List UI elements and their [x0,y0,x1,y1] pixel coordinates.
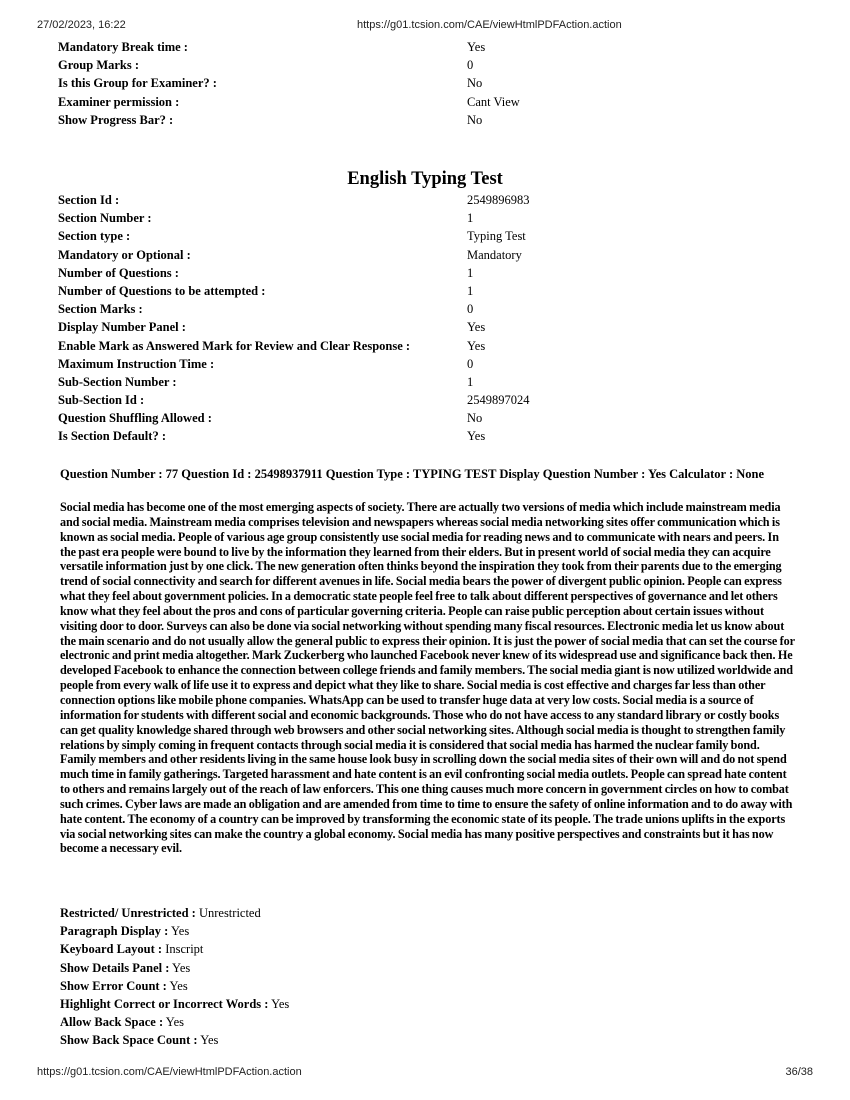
option-label: Show Error Count : [60,978,167,993]
option-value: Yes [165,1015,184,1030]
info-value: Yes [467,429,486,444]
group-info-table [58,38,618,129]
info-value: Mandatory [467,247,522,262]
info-row [58,373,618,391]
info-label: Maximum Instruction Time : [58,356,215,371]
option-value: Yes [169,978,188,993]
option-value: Unrestricted [198,906,261,920]
info-value: No [467,76,483,91]
info-label: Is this Group for Examiner? : [58,76,217,91]
info-label: Section Number : [58,211,152,226]
info-row [58,264,618,282]
info-row [58,111,618,129]
info-row [58,227,618,245]
info-value: 2549896983 [467,193,530,207]
question-options [60,904,560,1050]
info-row [58,38,618,56]
info-label: Mandatory or Optional : [58,247,191,262]
info-label: Number of Questions : [58,265,179,280]
option-label: Paragraph Display : [60,924,169,939]
option-label: Keyboard Layout : [60,942,163,957]
info-row [58,355,618,373]
option-row [60,1031,560,1049]
info-label: Section Marks : [58,302,143,317]
option-value: Yes [171,924,190,939]
info-row [58,93,618,111]
info-label: Question Shuffling Allowed : [58,411,212,426]
option-row [60,977,560,995]
info-value: 0 [467,58,474,73]
info-label: Examiner permission : [58,94,180,109]
info-row [58,56,618,74]
info-value: 1 [467,265,474,280]
option-row [60,959,560,977]
info-value: Yes [467,40,486,54]
option-label: Allow Back Space : [60,1015,164,1030]
option-value: Yes [200,1033,219,1048]
option-value: Inscript [165,942,204,957]
info-row [58,300,618,318]
info-value: 0 [467,302,474,317]
question-header: Question Number : 77 Question Id : 25498937911 Question Type : TYPING TEST Display Question Number : Yes Calculator : None [60,467,765,481]
info-value: 1 [467,374,474,389]
info-value: 0 [467,356,474,371]
info-value: Cant View [467,94,520,109]
info-label: Enable Mark as Answered Mark for Review and Clear Response : [58,338,411,353]
option-row [60,904,560,922]
info-row [58,337,618,355]
info-row [58,391,618,409]
info-row [58,246,618,264]
info-row [58,74,618,92]
info-value: No [467,112,483,127]
info-label: Sub-Section Number : [58,374,177,389]
info-label: Show Progress Bar? : [58,112,174,127]
option-row [60,995,560,1013]
info-label: Sub-Section Id : [58,393,145,408]
info-value: Yes [467,320,486,335]
info-label: Number of Questions to be attempted : [58,283,266,298]
info-value: 2549897024 [467,393,530,408]
header-url: https://g01.tcsion.com/CAE/viewHtmlPDFAction.action [357,19,622,31]
section-title: English Typing Test [347,169,503,189]
page-number: 36/38 [785,1066,813,1078]
info-row [58,209,618,227]
info-value: No [467,411,483,426]
option-label: Highlight Correct or Incorrect Words : [60,996,269,1011]
option-value: Yes [271,996,290,1011]
info-label: Is Section Default? : [58,429,166,444]
info-row [58,191,618,209]
print-datetime: 27/02/2023, 16:22 [37,19,126,31]
info-row [58,409,618,427]
page-footer [37,1066,813,1080]
section-info-table [58,191,618,446]
info-value: Yes [467,338,486,353]
info-label: Mandatory Break time : [58,40,188,54]
info-value: 1 [467,283,474,298]
info-row [58,282,618,300]
info-label: Section type : [58,229,131,244]
option-value: Yes [172,960,191,975]
option-row [60,1013,560,1031]
info-value: Typing Test [467,229,526,244]
option-row [60,922,560,940]
page-header [37,19,813,33]
info-row [58,318,618,336]
option-label: Show Details Panel : [60,960,170,975]
option-label: Restricted/ Unrestricted : [60,906,196,920]
option-label: Show Back Space Count : [60,1033,198,1048]
info-label: Group Marks : [58,58,140,73]
option-row [60,940,560,958]
info-value: 1 [467,211,474,226]
info-row [58,427,618,445]
info-label: Display Number Panel : [58,320,186,335]
typing-passage: Social media has become one of the most emerging aspects of society. There are actually two versions of media which include mainstream media and social media. Mainstream media comprises television and newspapers whereas social media networking sites offer communication which is known as social media. People of various age group consistently use social media for reading news and to communicate with nears and peers. In the past era people were bound to live by the information they learned from their elders. But in present world of social media they can acquire versatile information just by one click. The new generation often thinks beyond the inspiration they took from their parents due to the emerging trend of social connectivity and search for different avenues in life. Social media bears the power of divergent public opinion. People can express what they feel about government policies. In a democratic state people feel free to talk about different perspectives of governance and let others know what they feel about the pros and cons of particular governing criteria. People can raise public perception about certain issues without visiting door to door. Surveys can also be done via social networking without spending many fiscal resources. Electronic media let us know about the main scenario and do not usually allow the general public to express their opinion. It is just the power of social media that can set the course for electronic and print media altogether. Mark Zuckerberg who launched Facebook never knew of its widespread use and significance back then. He developed Facebook to enhance the connection between college friends and family members. The social media giant is now utilized worldwide and people from every walk of life use it to express and depict what they like to share. Social media is cost effective and charges far less than other connection options like mobile phone companies. WhatsApp can be used to transfer huge data at very low costs. Social media is a source of information for students with different social and economic backgrounds. Those who do not have access to any standard library or costly books can get quality knowledge shared through web browsers and other social networking sites. Although social media is thought to strengthen family relations by simply coming in frequent contacts through social media it is considered that social media has harmed the nuclear family bond. Family members and other residents living in the same house look busy in scrolling down the social media sites of their own will and do not spend much time in family gatherings. Targeted harassment and hate content is an evil confronting social media outlets. People can spread hate content to others and remains largely out of the reach of law enforcers. This one thing causes much more concern in government circles on how to combat such crimes. Cyber laws are made an obligation and are amended from time to time to ensure the safety of online information and to do away with hate content. The economy of a country can be improved by transforming the economic state of its people. The trade unions uplifts in the exports via social networking sites can make the country a global economy. Social media has many positive perspectives and constraints but it has now become a necessary evil. [60,500,795,856]
footer-url: https://g01.tcsion.com/CAE/viewHtmlPDFAction.action [37,1066,302,1078]
info-label: Section Id : [58,193,120,207]
